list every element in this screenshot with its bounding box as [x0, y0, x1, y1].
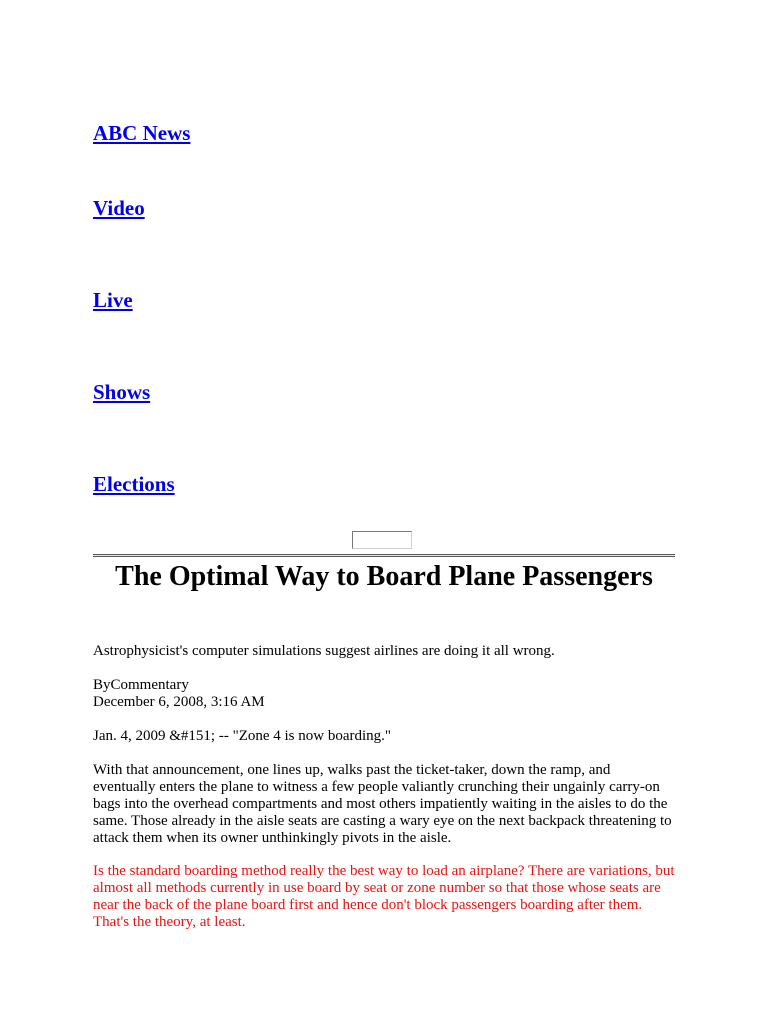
nav-link-video[interactable]: Video: [93, 196, 145, 220]
article-byline: ByCommentary: [93, 677, 189, 693]
search-input[interactable]: [352, 531, 412, 549]
article-date: December 6, 2008, 3:16 AM: [93, 694, 265, 710]
article-title: The Optimal Way to Board Plane Passengers: [115, 561, 653, 592]
horizontal-divider: [93, 554, 675, 557]
nav-link-live[interactable]: Live: [93, 288, 133, 312]
article-paragraph: With that announcement, one lines up, walks past the ticket-taker, down the ramp, and eventually enters the plane to witness a few people valiantly crunching their ungainly carry-on bags into the overhead compartments and most others impatiently waiting in the aisles to do the same. Those already in the aisle seats are casting a wary eye on the next backpack threatening to attack them when its owner unthinkingly pivots in the aisle.: [93, 762, 672, 846]
nav-link-abc-news[interactable]: ABC News: [93, 121, 191, 145]
article-subtitle: Astrophysicist's computer simulations suggest airlines are doing it all wrong.: [93, 643, 555, 659]
article-intro: Jan. 4, 2009 &#151; -- "Zone 4 is now boarding.": [93, 728, 392, 744]
article-paragraph-highlighted: Is the standard boarding method really the best way to load an airplane? There are variations, but almost all methods currently in use board by seat or zone number so that those whose seats are near the back of the plane board first and hence don't block passengers boarding after them. That's the theory, at least.: [93, 863, 675, 930]
nav-link-shows[interactable]: Shows: [93, 380, 151, 404]
nav-link-elections[interactable]: Elections: [93, 472, 175, 496]
